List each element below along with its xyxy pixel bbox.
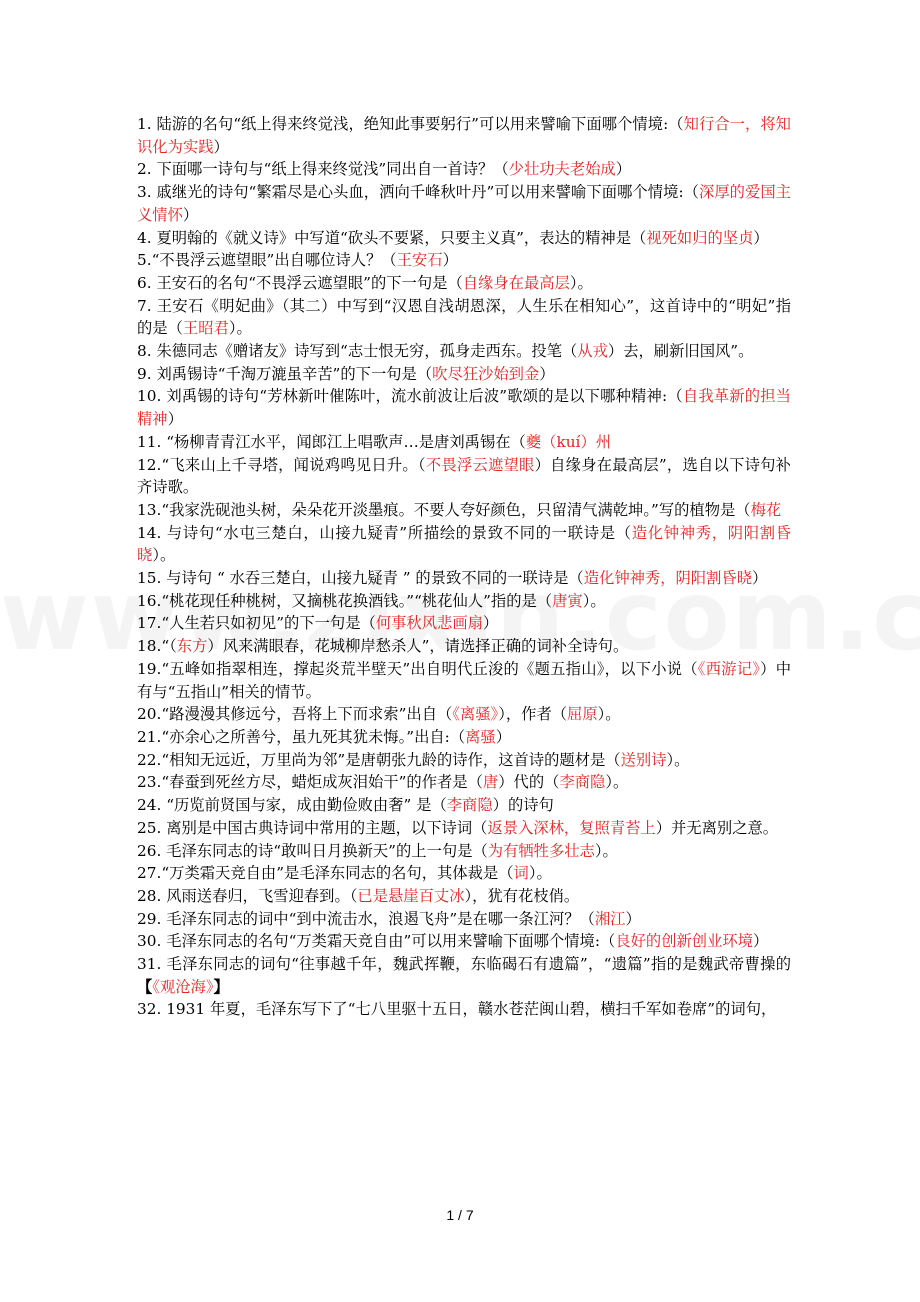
- question-item: [137, 590, 791, 613]
- question-text: ）。: [582, 591, 606, 610]
- question-text: 21.“亦余心之所善兮，虽九死其犹未悔。”出自:（: [137, 727, 466, 746]
- answer-text: 《离骚》: [452, 705, 499, 724]
- question-item: [137, 249, 791, 272]
- question-text: ）: [615, 160, 632, 179]
- question-item: [137, 454, 791, 499]
- answer-text: 李商隐: [559, 773, 606, 792]
- question-item: [137, 295, 791, 340]
- question-text: 11. “杨柳青青江水平，闻郎江上唱歌声…是唐刘禹锡在（: [137, 432, 526, 451]
- question-text: 15. 与诗句 “ 水吞三楚白，山接九疑青 ” 的景致不同的一联诗是（: [137, 569, 584, 588]
- question-text: ）。: [528, 864, 552, 883]
- question-text: ）: [482, 614, 499, 633]
- answer-text: 《西游记》: [697, 659, 761, 678]
- answer-text: 自我革新的担当精神: [137, 387, 791, 429]
- answer-text: 知行合一，将知识化为实践: [137, 115, 791, 156]
- question-item: [137, 113, 791, 158]
- question-text: 26. 毛泽东同志的诗“敢叫日月换新天”的上一句是（: [137, 841, 488, 860]
- question-text: 29. 毛泽东同志的词中“到中流击水，浪遏飞舟”是在哪一条江河？（: [137, 909, 595, 928]
- answer-text: 已是悬崖百丈冰: [357, 886, 465, 905]
- question-text: 25. 离别是中国古典诗词中常用的主题，以下诗词（: [137, 818, 488, 837]
- question-text: 27.“万类霜天竞自由”是毛泽东同志的名句，其体裁是（: [137, 864, 514, 883]
- question-item: [137, 522, 791, 567]
- question-item: [137, 227, 791, 250]
- question-text: ）代的（: [498, 773, 560, 792]
- question-item: [137, 158, 791, 181]
- question-item: [137, 953, 791, 998]
- answer-text: 良好的创新创业环境: [615, 932, 753, 951]
- answer-text: 王昭君: [182, 319, 229, 338]
- question-item: [137, 499, 791, 522]
- answer-text: 从戎: [577, 342, 608, 361]
- question-text: ）。: [228, 319, 252, 338]
- question-text: 19.“五峰如指翠相连，撑起炎荒半壁天”出自明代丘浚的《题五指山》，以下小说（: [137, 659, 698, 678]
- question-text: ）风来满眼春，花城柳岸愁杀人”，请选择正确的词补全诗句。: [207, 637, 629, 656]
- page-number: 1 / 7: [446, 1207, 474, 1223]
- question-text: ）: [753, 228, 769, 247]
- answer-text: 返景入深林，复照青苔上: [487, 818, 656, 837]
- question-text: ）。: [569, 273, 593, 292]
- answer-text: 吹尽狂沙始到金: [432, 364, 540, 383]
- question-text: 8. 朱德同志《赠诸友》诗写到“志士恨无穷，孤身走西东。投笔（: [137, 342, 578, 361]
- answer-text: 离骚: [465, 727, 496, 746]
- question-text: 30. 毛泽东同志的名句“万类霜天竞自由”可以用来譬喻下面哪个情境:（: [137, 932, 616, 951]
- question-item: [137, 658, 791, 703]
- question-item: [137, 703, 791, 726]
- question-text: 6. 王安石的名句“不畏浮云遮望眼”的下一句是（: [137, 273, 463, 292]
- question-text: ）: [442, 251, 458, 270]
- question-list: [137, 113, 791, 1021]
- answer-text: 视死如归的坚贞: [646, 228, 754, 247]
- question-item: [137, 431, 791, 454]
- question-text: ）: [167, 410, 183, 429]
- question-item: [137, 363, 791, 386]
- answer-text: 词: [513, 864, 529, 883]
- answer-text: 王安石: [396, 251, 443, 270]
- answer-text: 唐: [482, 773, 499, 792]
- question-text: 24. “历览前贤国与家，成由勤俭败由奢” 是（: [137, 796, 447, 815]
- question-text: 22.“相知无远近，万里尚为邻”是唐朝张九龄的诗作，这首诗的题材是（: [137, 750, 621, 769]
- question-text: 3. 戚继光的诗句“繁霜尽是心头血，洒向千峰秋叶丹”可以用来譬喻下面哪个情境:（: [137, 183, 699, 202]
- question-text: ）中有与“五指山”相关的情节。: [137, 659, 791, 701]
- answer-text: 何事秋风悲画扇: [375, 614, 483, 633]
- question-text: 9. 刘禹锡诗“千淘万漉虽辛苦”的下一句是（: [137, 364, 433, 383]
- question-text: ）去，刷新旧国风”。: [607, 342, 754, 361]
- question-item: [137, 635, 791, 658]
- question-text: 32. 1931 年夏，毛泽东写下了“七八里驱十五日，赣水苍茫闽山碧，横扫千军如卷席”的词句，: [137, 1000, 777, 1019]
- answer-text: 东方: [176, 637, 208, 656]
- question-text: 20.“路漫漫其修远兮，吾将上下而求索”出自（: [137, 705, 453, 724]
- question-text: ）并无离别之意。: [655, 818, 779, 837]
- question-item: [137, 794, 791, 817]
- question-item: [137, 612, 791, 635]
- question-text: ）: [752, 569, 768, 588]
- question-item: [137, 908, 791, 931]
- answer-text: 夔（kuí）州: [525, 432, 612, 451]
- answer-text: 湘江: [594, 909, 626, 928]
- question-item: [137, 885, 791, 908]
- question-text: 5.“不畏浮云遮望眼”出自哪位诗人？（: [137, 251, 397, 270]
- question-text: ）的诗句: [492, 796, 554, 815]
- question-text: ）: [182, 205, 199, 224]
- question-text: 1. 陆游的名句“纸上得来终觉浅，绝知此事要躬行”可以用来譬喻下面哪个情境:（: [137, 115, 684, 133]
- answer-text: 造化钟神秀，阴阳割昏晓: [583, 569, 752, 588]
- question-text: ）。: [152, 546, 176, 565]
- question-text: 12.“飞来山上千寻塔，闻说鸡鸣见日升。（: [137, 455, 426, 474]
- answer-text: 为有牺牲多壮志: [487, 841, 595, 860]
- bracket-open: 【: [137, 977, 153, 996]
- question-text: ）。: [666, 750, 690, 769]
- question-text: 10. 刘禹锡的诗句“芳林新叶催陈叶，流水前波让后波”歌颂的是以下哪种精神:（: [137, 387, 683, 406]
- question-text: ）: [495, 727, 512, 746]
- question-text: ）: [625, 909, 641, 928]
- question-item: [137, 567, 791, 590]
- answer-text: 唐寅: [552, 591, 583, 610]
- question-text: 16.“桃花现任种桃树，又摘桃花换酒钱。”“桃花仙人”指的是（: [137, 591, 553, 610]
- question-text: ）。: [594, 841, 618, 860]
- answer-text: 李商隐: [446, 796, 493, 815]
- question-item: [137, 840, 791, 863]
- answer-text: 造化钟神秀，阴阳割昏晓: [137, 523, 791, 565]
- question-text: ）。: [597, 705, 621, 724]
- question-item: [137, 726, 791, 749]
- answer-text: 梅花: [750, 500, 782, 519]
- answer-text: 深厚的爱国主义情怀: [137, 183, 791, 224]
- question-item: [137, 181, 791, 226]
- answer-text: 少壮功夫老始成: [508, 160, 616, 179]
- question-text: ）: [213, 137, 229, 156]
- question-text: 13.“我家洗砚池头树，朵朵花开淡墨痕。不要人夸好颜色，只留清气满乾坤。”写的植物是（: [137, 500, 751, 519]
- question-item: [137, 749, 791, 772]
- question-text: 4. 夏明翰的《就义诗》中写道“砍头不要紧，只要主义真”，表达的精神是（: [137, 228, 647, 247]
- question-text: 2. 下面哪一诗句与“纸上得来终觉浅”同出自一首诗？（: [137, 160, 509, 179]
- question-item: [137, 385, 791, 430]
- question-text: 18.“（: [137, 637, 177, 656]
- question-item: [137, 817, 791, 840]
- question-text: ）自缘身在最高层”，选自以下诗句补齐诗歌。: [137, 455, 791, 497]
- question-text: ）。: [605, 773, 629, 792]
- question-item: [137, 930, 791, 953]
- answer-text: 屈原: [567, 705, 598, 724]
- question-text: 17.“人生若只如初见”的下一句是（: [137, 614, 376, 633]
- answer-text: 不畏浮云遮望眼: [425, 455, 535, 474]
- answer-text: 自缘身在最高层: [462, 273, 570, 292]
- question-text: 28. 风雨送春归，飞雪迎春到。（: [137, 886, 358, 905]
- question-item: [137, 340, 791, 363]
- question-text: 7. 王安石《明妃曲》（其二）中写到“汉恩自浅胡恩深，人生乐在相知心”，这首诗中的“明妃”指的是（: [137, 296, 791, 338]
- bracket-close: 】: [213, 977, 229, 996]
- question-text: ），犹有花枝俏。: [464, 886, 580, 905]
- question-item: [137, 272, 791, 295]
- question-text: ），作者（: [498, 705, 568, 724]
- question-item: [137, 862, 791, 885]
- question-item: [137, 998, 791, 1021]
- answer-text: 《观沧海》: [152, 977, 214, 996]
- question-text: ）: [753, 932, 769, 951]
- question-text: 23.“春蚕到死丝方尽，蜡炬成灰泪始干”的作者是（: [137, 773, 483, 792]
- answer-text: 送别诗: [620, 750, 667, 769]
- question-text: 31. 毛泽东同志的词句“往事越千年，魏武挥鞭，东临碣石有遗篇”，“遗篇”指的是魏武帝曹操的: [137, 955, 791, 974]
- question-item: [137, 771, 791, 794]
- question-text: 14. 与诗句“水屯三楚白，山接九疑青”所描绘的景致不同的一联诗是（: [137, 523, 632, 542]
- question-text: ）: [539, 364, 555, 383]
